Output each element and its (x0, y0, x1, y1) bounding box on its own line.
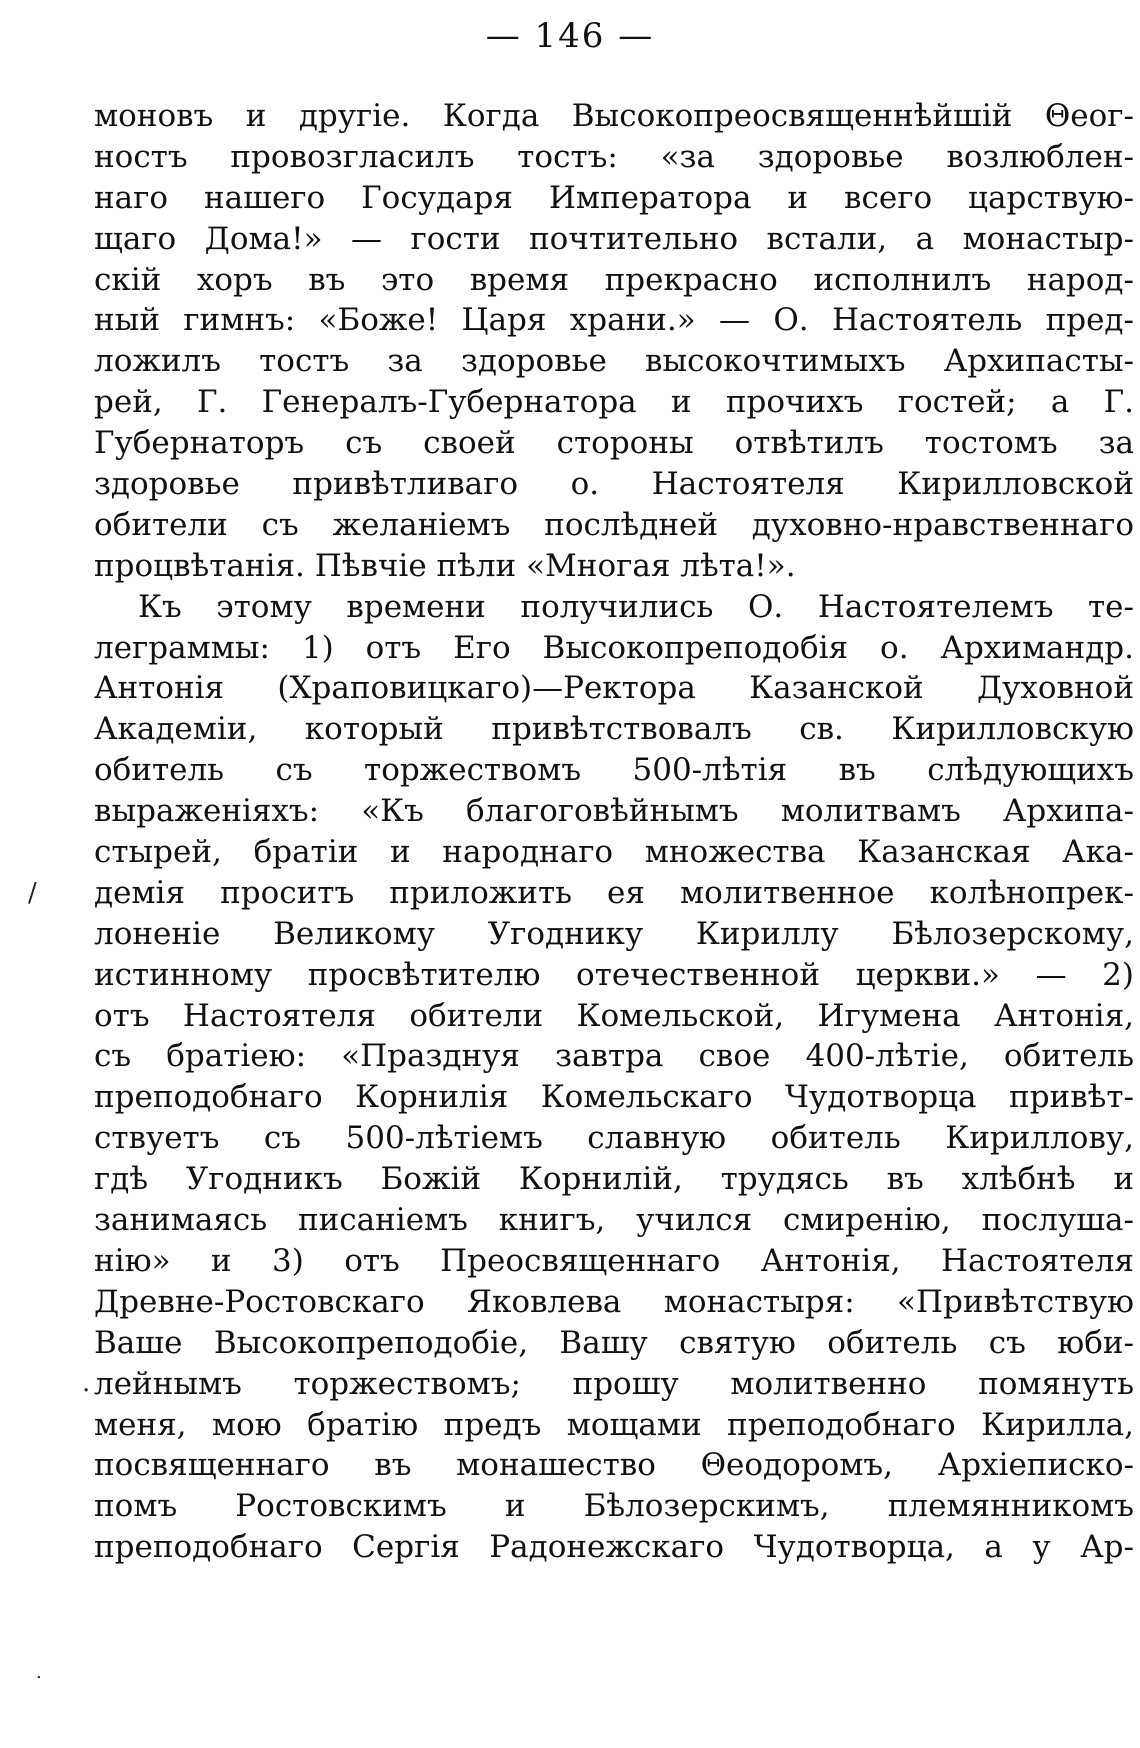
text-line: Къ этому времени получились О. Настоятелемъ те- (138, 588, 1134, 625)
text-line: помъ Ростовскимъ и Бѣлозерскимъ, племянникомъ (94, 1488, 1134, 1525)
margin-mark: . (82, 1368, 91, 1398)
text-line: щаго Дома!» — гости почтительно встали, а монастыр- (94, 220, 1134, 257)
text-line: ложилъ тостъ за здоровье высокочтимыхъ Архипасты- (94, 343, 1134, 380)
text-line: моновъ и другіе. Когда Высокопреосвященнѣйшій Θеог- (94, 98, 1134, 134)
text-line: преподобнаго Корнилія Комельскаго Чудотворца привѣт- (94, 1079, 1134, 1116)
page-number: — 146 — (485, 16, 655, 56)
margin-mark: / (28, 878, 37, 908)
text-line: ствуетъ съ 500-лѣтіемъ славную обитель Кириллову, (94, 1120, 1134, 1157)
text-line: Антонія (Храповицкаго)—Ректора Казанской Духовной (94, 670, 1134, 707)
text-line: скій хоръ въ это время прекрасно исполнилъ народ- (94, 261, 1134, 298)
page-body (94, 96, 1134, 1568)
text-line: Академіи, который привѣтствовалъ св. Кирилловскую (94, 711, 1134, 748)
text-line: обители съ желаніемъ послѣдней духовно-нравственнаго (94, 506, 1134, 543)
text-line: рей, Г. Генералъ-Губернатора и прочихъ гостей; а Г. (94, 384, 1134, 421)
text-line: съ братіею: «Празднуя завтра свое 400-лѣтіе, обитель (94, 1038, 1134, 1075)
text-line: Ваше Высокопреподобіе, Вашу святую обитель съ юби- (94, 1324, 1134, 1361)
text-line: лоненіе Великому Угоднику Кириллу Бѣлозерскому, (94, 915, 1134, 952)
text-line: выраженіяхъ: «Къ благоговѣйнымъ молитвамъ Архипа- (94, 793, 1134, 830)
margin-mark: . (36, 1662, 42, 1683)
text-line: преподобнаго Сергія Радонежскаго Чудотворца, а у Ар- (94, 1529, 1134, 1566)
text-line: леграммы: 1) отъ Его Высокопреподобія о. Архимандр. (94, 629, 1134, 666)
text-line: нію» и 3) отъ Преосвященнаго Антонія, Настоятеля (94, 1242, 1134, 1279)
text-line: отъ Настоятеля обители Комельской, Игумена Антонія, (94, 997, 1134, 1034)
text-line: демія проситъ приложить ея молитвенное колѣнопрек- (94, 874, 1134, 911)
text-line: ный гимнъ: «Боже! Царя храни.» — О. Настоятель пред- (94, 302, 1134, 339)
text-line: истинному просвѣтителю отечественной церкви.» — 2) (94, 956, 1134, 993)
text-line: стырей, братіи и народнаго множества Казанская Ака- (94, 834, 1134, 871)
text-line: Губернаторъ съ своей стороны отвѣтилъ тостомъ за (94, 425, 1134, 462)
text-line: здоровье привѣтливаго о. Настоятеля Кирилловской (94, 466, 1134, 503)
text-line: обитель съ торжествомъ 500-лѣтія въ слѣдующихъ (94, 752, 1134, 789)
text-line: наго нашего Государя Императора и всего царствую- (94, 179, 1134, 216)
text-line: лейнымъ торжествомъ; прошу молитвенно помянуть (94, 1365, 1134, 1402)
text-line: занимаясь писаніемъ книгъ, учился смиренію, послуша- (94, 1202, 1134, 1239)
text-line: Древне-Ростовскаго Яковлева монастыря: «Привѣтствую (94, 1283, 1134, 1320)
text-line: посвященнаго въ монашество Θеодоромъ, Архіеписко- (94, 1447, 1134, 1484)
text-line: ностъ провозгласилъ тостъ: «за здоровье возлюблен- (94, 138, 1134, 175)
text-line: процвѣтанія. Пѣвчіе пѣли «Многая лѣта!». (94, 547, 796, 584)
text-line: меня, мою братію предъ мощами преподобнаго Кирилла, (94, 1406, 1134, 1443)
text-line: гдѣ Угодникъ Божій Корнилій, трудясь въ хлѣбнѣ и (94, 1161, 1134, 1198)
paragraph-2 (94, 587, 1134, 1568)
paragraph-1 (94, 96, 1134, 587)
